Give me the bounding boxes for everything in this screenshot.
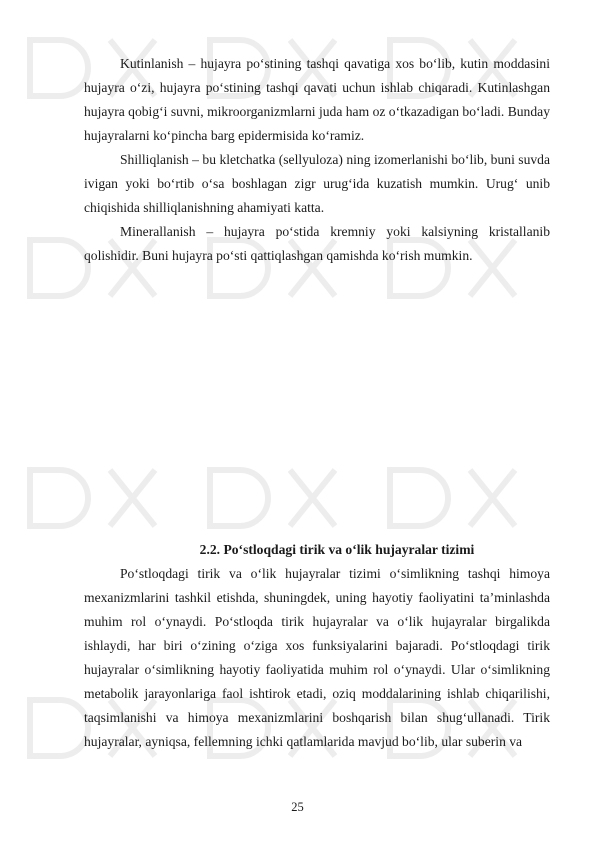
paragraph-kutinlanish: Kutinlanish – hujayra po‘stining tashqi qavatiga xos bo‘lib, kutin moddasini hujayra o‘zi, hujayra po‘stining tashqi qavati uchun ishlab chiqaradi. Kutinlashgan hujayra qobig‘i suvni, mikroorganizmlarni juda ham oz o‘tkazadigan bo‘ladi. Bunday hujayralarni ko‘pincha barg epidermisida ko‘ramiz. [84,56,550,143]
paragraph-postloq: Po‘stloqdagi tirik va o‘lik hujayralar tizimi o‘simlikning tashqi himoya mexanizmlarini tashkil etishda, shuningdek, uning hayotiy faoliyatini ta’minlashda muhim rol o‘ynaydi. Po‘stloqda tirik hujayralar va o‘lik hujayralar birgalikda ishlaydi, har biri o‘zining o‘ziga xos funksiyalarini bajaradi. Po‘stloqdagi tirik hujayralar o‘simlikning hayotiy faoliyatida muhim rol o‘ynaydi. Ular o‘simlikning metabolik jarayonlariga faol ishtirok etadi, oziq moddalarining ishlab chiqarilishi, taqsimlanishi va himoya mexanizmlarini boshqarish bilan shug‘ullanadi. Tirik hujayralar, ayniqsa, fellemning ichki qatlamlarida mavjud bo‘lib, ular suberin va [84,566,550,749]
paragraph-minerallanish: Minerallanish – hujayra po‘stida kremniy yoki kalsiyning kristallanib qolishidir. Buni hujayra po‘sti qattiqlashgan qamishda ko‘rish mumkin. [84,224,550,263]
paragraph-shilliqlanish: Shilliqlanish – bu kletchatka (sellyuloza) ning izomerlanishi bo‘lib, buni suvda ivigan yoki bo‘rtib o‘sa boshlagan zigr urug‘ida kuzatish mumkin. Urug‘ unib chiqishida shilliqlanishning ahamiyati katta. [84,152,550,215]
top-text-block [84,52,550,268]
bottom-text-block [84,562,550,754]
page-number: 25 [291,800,304,814]
section-heading: 2.2. Po‘stloqdagi tirik va o‘lik hujayralar tizimi [199,542,475,557]
